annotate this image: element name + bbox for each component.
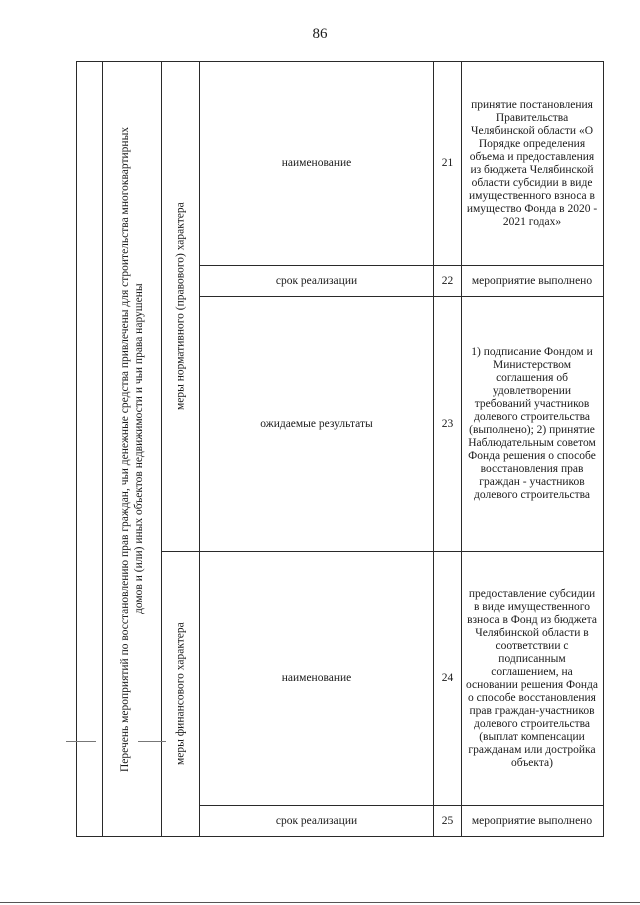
side-title (103, 62, 161, 836)
group-label-financial: меры финансового характера (174, 622, 187, 766)
row-name: ожидаемые результаты (260, 417, 373, 430)
row-name: срок реализации (275, 274, 358, 287)
row-number: 24 (441, 672, 454, 684)
side-title-line-1: Перечень мероприятий по восстановлению прав граждан, чьи денежные средства привлечены для строительства многоквартирных (119, 126, 131, 772)
side-title-line-2: домов и (или) иных объектов недвижимости и чьи права нарушены (133, 283, 145, 615)
scan-mark (0, 902, 640, 903)
scan-mark (66, 741, 96, 742)
row-number: 22 (441, 274, 454, 287)
row-number: 25 (441, 814, 454, 827)
row-value: принятие постановления Правительства Челябинской области «О Порядке определения объема и предоставления из бюджета Челябинской области субсидии в виде имущественного взноса в имущество Фонда в 2020 - 2021 годах» (466, 98, 598, 228)
row-name: срок реализации (275, 814, 358, 827)
row-value: мероприятие выполнено (471, 274, 593, 287)
table-left-border (76, 61, 77, 837)
row-value: 1) подписание Фондом и Министерством соглашения об удовлетворении требований участников долевого строительства (выполнено); 2) принятие Наблюдательным советом Фонда решения о способе восстановления прав граждан - участников долевого строительства (468, 346, 596, 501)
row-value: предоставление субсидии в виде имущественного взноса в Фонд из бюджета Челябинской области в соответствии с подписанным соглашением, на основании решения Фонда о способе восстановления прав граждан-участников долевого строительства (выплат компенсации гражданам или достройка объекта) (466, 587, 598, 769)
row-number: 23 (441, 417, 454, 430)
group-label-normative: меры нормативного (правового) характера (174, 202, 187, 411)
row-number: 21 (441, 157, 454, 169)
row-name: наименование (281, 672, 352, 684)
column-divider (461, 61, 462, 837)
row-name: наименование (281, 157, 352, 169)
row-value: мероприятие выполнено (471, 814, 593, 827)
table-bottom-border (76, 836, 604, 837)
scan-mark (138, 741, 166, 742)
page-number: 86 (312, 26, 328, 42)
table-right-border (603, 61, 604, 837)
